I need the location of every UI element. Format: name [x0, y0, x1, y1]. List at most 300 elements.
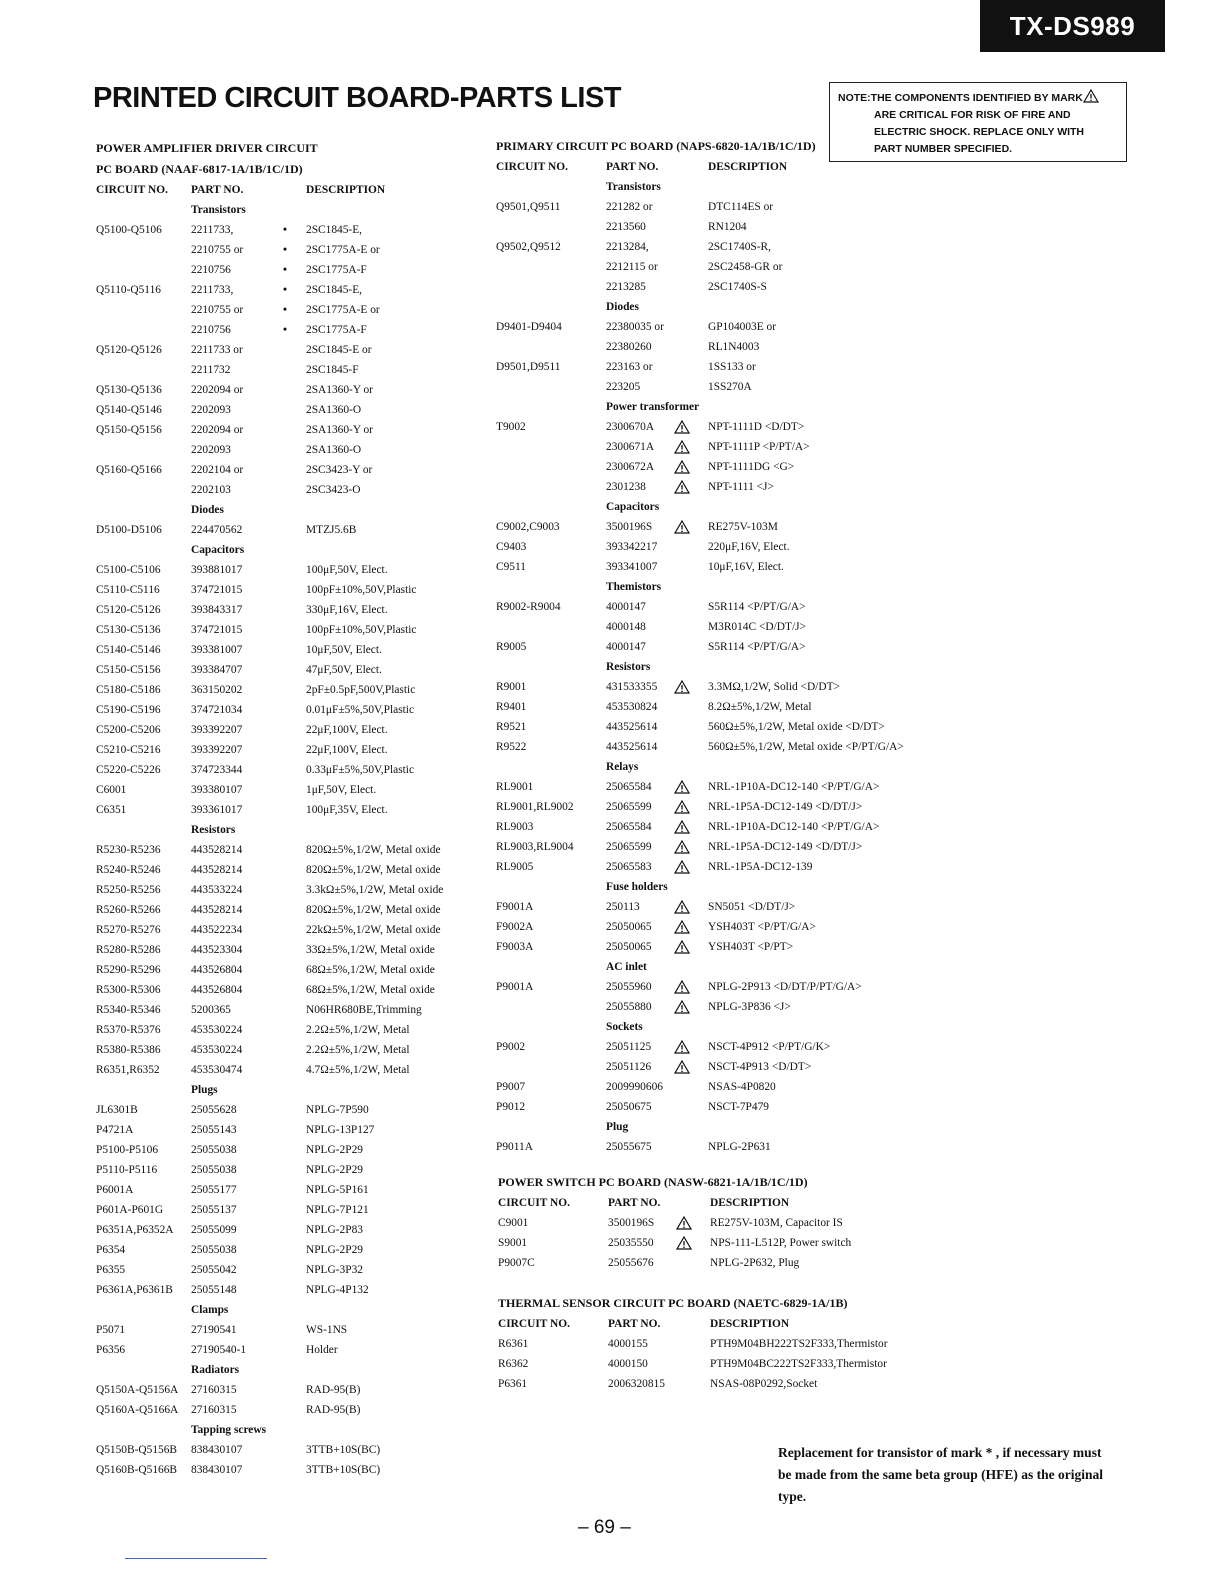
circuit-no: R6362	[498, 1358, 529, 1370]
table-row	[96, 520, 486, 540]
description: NPLG-3P32	[306, 1264, 363, 1276]
description: RE275V-103M, Capacitor IS	[710, 1217, 843, 1229]
description: NRL-1P5A-DC12-139	[708, 861, 813, 873]
circuit-no: R9005	[496, 641, 527, 653]
header-part-no: PART NO.	[606, 161, 659, 173]
circuit-no: C9002,C9003	[496, 521, 560, 533]
description: WS-1NS	[306, 1324, 348, 1336]
table-row	[496, 797, 936, 817]
circuit-no: P6354	[96, 1244, 126, 1256]
part-no: 443522234	[191, 924, 243, 936]
circuit-no: R9401	[496, 701, 527, 713]
table-row	[496, 457, 936, 477]
group-heading-row	[96, 1080, 486, 1100]
table-row	[96, 980, 486, 1000]
page-title: PRINTED CIRCUIT BOARD-PARTS LIST	[93, 82, 622, 114]
circuit-no: S9001	[498, 1237, 528, 1249]
part-no: 443528214	[191, 844, 243, 856]
description: Holder	[306, 1344, 338, 1356]
part-no: 393392207	[191, 724, 243, 736]
description: NPLG-2P29	[306, 1164, 363, 1176]
part-no: 393392207	[191, 744, 243, 756]
part-no: 25065599	[606, 841, 652, 853]
description: 100μF,35V, Elect.	[306, 804, 388, 816]
table-row	[96, 960, 486, 980]
table-row	[496, 1057, 936, 1077]
part-no: 393384707	[191, 664, 243, 676]
header-description: DESCRIPTION	[306, 184, 386, 196]
circuit-no: P6356	[96, 1344, 126, 1356]
part-no: 25055038	[191, 1244, 237, 1256]
part-no: 25055177	[191, 1184, 237, 1196]
part-no: 453530224	[191, 1024, 243, 1036]
table-row	[96, 920, 486, 940]
table-row	[96, 660, 486, 680]
header-description: DESCRIPTION	[710, 1318, 790, 1330]
part-no: 4000150	[608, 1358, 648, 1370]
description: 22kΩ±5%,1/2W, Metal oxide	[306, 924, 441, 936]
description: M3R014C <D/DT/J>	[708, 621, 806, 633]
circuit-no: R5270-R5276	[96, 924, 161, 936]
description: 3.3kΩ±5%,1/2W, Metal oxide	[306, 884, 444, 896]
table-row	[96, 940, 486, 960]
circuit-no: Q5100-Q5106	[96, 224, 162, 236]
description: NPLG-3P836 <J>	[708, 1001, 791, 1013]
description: NPT-1111P <P/PT/A>	[708, 441, 810, 453]
table-row	[496, 217, 936, 237]
table-row	[96, 1120, 486, 1140]
warning-triangle-icon	[674, 480, 690, 494]
part-no: 2213284,	[606, 241, 649, 253]
description: NPLG-2P83	[306, 1224, 363, 1236]
description: NSAS-08P0292,Socket	[710, 1378, 818, 1390]
table-row	[96, 1180, 486, 1200]
circuit-no: P5071	[96, 1324, 126, 1336]
part-no: 250113	[606, 901, 640, 913]
description: NPLG-2P913 <D/DT/P/PT/G/A>	[708, 981, 862, 993]
warning-triangle-icon	[674, 1000, 690, 1014]
group-heading-row	[496, 1017, 936, 1037]
table-row	[496, 637, 936, 657]
part-no: 453530474	[191, 1064, 243, 1076]
part-no: 2301238	[606, 481, 646, 493]
table-row	[496, 857, 936, 877]
circuit-no: P601A-P601G	[96, 1204, 164, 1216]
part-no: 5200365	[191, 1004, 231, 1016]
description: 2SA1360-O	[306, 404, 362, 416]
part-no: 2202093	[191, 444, 231, 456]
description: 560Ω±5%,1/2W, Metal oxide <P/PT/G/A>	[708, 741, 904, 753]
part-no: 431533355	[606, 681, 658, 693]
header-part-no: PART NO.	[191, 184, 244, 196]
description: 8.2Ω±5%,1/2W, Metal	[708, 701, 812, 713]
part-no: 2210756	[191, 264, 231, 276]
circuit-no: P6001A	[96, 1184, 134, 1196]
description: YSH403T <P/PT/G/A>	[708, 921, 816, 933]
circuit-no: P6361	[498, 1378, 528, 1390]
part-no: 2300672A	[606, 461, 655, 473]
table-row	[96, 260, 486, 280]
part-no: 443526804	[191, 964, 243, 976]
part-no: 224470562	[191, 524, 243, 536]
circuit-no: C6001	[96, 784, 127, 796]
description: NRL-1P5A-DC12-149 <D/DT/J>	[708, 801, 863, 813]
circuit-no: Q5120-Q5126	[96, 344, 162, 356]
description: 2SA1360-Y or	[306, 384, 373, 396]
description: SN5051 <D/DT/J>	[708, 901, 796, 913]
part-no: 25035550	[608, 1237, 654, 1249]
table-row	[96, 860, 486, 880]
table-row	[96, 760, 486, 780]
description: NPT-1111D <D/DT>	[708, 421, 805, 433]
table-row	[496, 937, 936, 957]
description: RAD-95(B)	[306, 1404, 361, 1416]
circuit-no: C5140-C5146	[96, 644, 161, 656]
part-no: 2300671A	[606, 441, 655, 453]
table-row	[496, 257, 936, 277]
group-heading-row	[96, 500, 486, 520]
group-heading: Resistors	[191, 824, 236, 836]
description: NSCT-7P479	[708, 1101, 769, 1113]
warning-triangle-icon	[1083, 89, 1099, 103]
description: 2pF±0.5pF,500V,Plastic	[306, 684, 416, 696]
description: 100μF,50V, Elect.	[306, 564, 388, 576]
part-no: 2202094 or	[191, 384, 244, 396]
description: 1μF,50V, Elect.	[306, 784, 377, 796]
part-no: 22380035 or	[606, 321, 664, 333]
group-heading-row	[496, 757, 936, 777]
table-row	[496, 237, 936, 257]
description: 10μF,16V, Elect.	[708, 561, 784, 573]
footnote: Replacement for transistor of mark * , if necessary must be made from the same beta group (HFE) as the original type.	[778, 1445, 1103, 1504]
warning-triangle-icon	[674, 900, 690, 914]
table-row	[496, 557, 936, 577]
description: NPLG-2P29	[306, 1244, 363, 1256]
description: NPLG-7P121	[306, 1204, 369, 1216]
part-no: 27190540-1	[191, 1344, 247, 1356]
circuit-no: C5120-C5126	[96, 604, 161, 616]
primary-board-section	[496, 136, 936, 1157]
section-title: POWER SWITCH PC BOARD (NASW-6821-1A/1B/1C/1D)	[498, 1175, 808, 1189]
circuit-no: R5340-R5346	[96, 1004, 161, 1016]
circuit-no: Q5140-Q5146	[96, 404, 162, 416]
warning-triangle-icon	[674, 860, 690, 874]
description: YSH403T <P/PT>	[708, 941, 794, 953]
group-heading: Radiators	[191, 1364, 240, 1376]
description: NPLG-2P632, Plug	[710, 1257, 800, 1269]
note-line-1: NOTE:THE COMPONENTS IDENTIFIED BY MARK	[838, 92, 1083, 104]
group-heading: Themistors	[606, 581, 662, 593]
group-heading-row	[96, 200, 486, 220]
table-row	[496, 817, 936, 837]
part-no: 443528214	[191, 904, 243, 916]
circuit-no: Q9502,Q9512	[496, 241, 561, 253]
group-heading: Capacitors	[606, 501, 660, 513]
part-no: 2202103	[191, 484, 231, 496]
table-row	[96, 1400, 486, 1420]
circuit-no: R5280-R5286	[96, 944, 161, 956]
circuit-no: P5100-P5106	[96, 1144, 159, 1156]
column-header-row	[498, 1193, 938, 1213]
description: NPLG-13P127	[306, 1124, 375, 1136]
circuit-no: R9002-R9004	[496, 601, 561, 613]
circuit-no: P6355	[96, 1264, 126, 1276]
description: 68Ω±5%,1/2W, Metal oxide	[306, 984, 435, 996]
table-row	[96, 1440, 486, 1460]
warning-triangle-icon	[674, 780, 690, 794]
circuit-no: P9007	[496, 1081, 526, 1093]
table-row	[96, 600, 486, 620]
description: 2SC1845-E,	[306, 224, 363, 236]
column-header-row	[496, 157, 936, 177]
part-no: 374721015	[191, 584, 243, 596]
circuit-no: Q5150B-Q5156B	[96, 1444, 178, 1456]
description: 2SC1845-E,	[306, 284, 363, 296]
description: S5R114 <P/PT/G/A>	[708, 641, 806, 653]
group-heading-row	[496, 577, 936, 597]
description: 560Ω±5%,1/2W, Metal oxide <D/DT>	[708, 721, 885, 733]
part-no: 363150202	[191, 684, 243, 696]
part-no: 25051125	[606, 1041, 652, 1053]
group-heading-row	[96, 540, 486, 560]
part-no: 27160315	[191, 1404, 237, 1416]
table-row	[96, 460, 486, 480]
part-no: 25055148	[191, 1284, 237, 1296]
description: 4.7Ω±5%,1/2W, Metal	[306, 1064, 410, 1076]
part-no: 393361017	[191, 804, 243, 816]
description: PTH9M04BC222TS2F333,Thermistor	[710, 1358, 887, 1370]
part-no: 2300670A	[606, 421, 655, 433]
group-heading: Transistors	[606, 181, 661, 193]
part-no: 25065584	[606, 781, 652, 793]
table-row	[496, 517, 936, 537]
circuit-no: C9511	[496, 561, 526, 573]
description: NPLG-2P29	[306, 1144, 363, 1156]
beta-group-mark: •	[283, 264, 287, 276]
description: 2SC1775A-E or	[306, 304, 380, 316]
circuit-no: R5370-R5376	[96, 1024, 161, 1036]
group-heading-row	[496, 1117, 936, 1137]
header-description: DESCRIPTION	[710, 1197, 790, 1209]
part-no: 25050065	[606, 921, 652, 933]
part-no: 374721015	[191, 624, 243, 636]
table-row	[96, 280, 486, 300]
description: 2SC1845-E or	[306, 344, 372, 356]
part-no: 2202093	[191, 404, 231, 416]
circuit-no: C5110-C5116	[96, 584, 160, 596]
circuit-no: C5190-C5196	[96, 704, 161, 716]
circuit-no: C5180-C5186	[96, 684, 161, 696]
circuit-no: R6351,R6352	[96, 1064, 160, 1076]
part-no: 25055960	[606, 981, 652, 993]
part-no: 2212115 or	[606, 261, 658, 273]
beta-group-mark: •	[283, 224, 287, 236]
table-row	[496, 997, 936, 1017]
circuit-no: Q5160A-Q5166A	[96, 1404, 179, 1416]
description: NSAS-4P0820	[708, 1081, 776, 1093]
description: NSCT-4P913 <D/DT>	[708, 1061, 812, 1073]
table-row	[496, 737, 936, 757]
group-heading: AC inlet	[606, 961, 647, 973]
description: NPLG-5P161	[306, 1184, 369, 1196]
table-row	[96, 1460, 486, 1480]
table-row	[96, 840, 486, 860]
part-no: 393881017	[191, 564, 243, 576]
warning-triangle-icon	[674, 1040, 690, 1054]
description: RN1204	[708, 221, 747, 233]
description: RL1N4003	[708, 341, 760, 353]
warning-triangle-icon	[674, 840, 690, 854]
description: 68Ω±5%,1/2W, Metal oxide	[306, 964, 435, 976]
table-row	[496, 357, 936, 377]
table-row	[96, 360, 486, 380]
table-row	[96, 640, 486, 660]
header-circuit-no: CIRCUIT NO.	[498, 1197, 570, 1209]
description: 2SC3423-Y or	[306, 464, 373, 476]
circuit-no: Q5160-Q5166	[96, 464, 162, 476]
circuit-no: C5220-C5226	[96, 764, 161, 776]
table-row	[496, 717, 936, 737]
circuit-no: RL9003	[496, 821, 534, 833]
circuit-no: T9002	[496, 421, 526, 433]
warning-triangle-icon	[674, 680, 690, 694]
warning-triangle-icon	[674, 460, 690, 474]
circuit-no: RL9001	[496, 781, 534, 793]
description: 47μF,50V, Elect.	[306, 664, 382, 676]
part-no: 374721034	[191, 704, 243, 716]
description: NRL-1P5A-DC12-149 <D/DT/J>	[708, 841, 863, 853]
circuit-no: Q5160B-Q5166B	[96, 1464, 178, 1476]
group-heading: Relays	[606, 761, 639, 773]
circuit-no: P4721A	[96, 1124, 134, 1136]
header-circuit-no: CIRCUIT NO.	[496, 161, 568, 173]
circuit-no: R5230-R5236	[96, 844, 161, 856]
part-no: 393381007	[191, 644, 243, 656]
part-no: 393380107	[191, 784, 243, 796]
group-heading: Tapping screws	[191, 1424, 267, 1436]
description: NPT-1111 <J>	[708, 481, 774, 493]
part-no: 3500196S	[608, 1217, 655, 1229]
table-row	[496, 277, 936, 297]
table-row	[96, 400, 486, 420]
warning-triangle-icon	[674, 820, 690, 834]
table-row	[498, 1334, 938, 1354]
circuit-no: C5210-C5216	[96, 744, 161, 756]
model-tab: TX-DS989	[980, 0, 1165, 52]
section-title: THERMAL SENSOR CIRCUIT PC BOARD (NAETC-6829-1A/1B)	[498, 1296, 848, 1310]
table-row	[96, 560, 486, 580]
group-heading-row	[496, 177, 936, 197]
circuit-no: R6361	[498, 1338, 529, 1350]
warning-triangle-icon	[674, 1060, 690, 1074]
description: NPLG-7P590	[306, 1104, 369, 1116]
description: NSCT-4P912 <P/PT/G/K>	[708, 1041, 831, 1053]
part-no: 25055038	[191, 1144, 237, 1156]
description: 2SA1360-O	[306, 444, 362, 456]
driver-board-section	[96, 138, 486, 1480]
part-no: 2211732	[191, 364, 231, 376]
description: 0.01μF±5%,50V,Plastic	[306, 704, 415, 716]
parts-list	[498, 1213, 938, 1273]
part-no: 4000148	[606, 621, 646, 633]
part-no: 25055099	[191, 1224, 237, 1236]
table-row	[96, 1240, 486, 1260]
group-heading: Diodes	[191, 504, 224, 516]
description: NPT-1111DG <G>	[708, 461, 795, 473]
circuit-no: R5300-R5306	[96, 984, 161, 996]
table-row	[96, 420, 486, 440]
warning-triangle-icon	[676, 1236, 692, 1250]
part-no: 22380260	[606, 341, 652, 353]
description: 2SC1775A-F	[306, 264, 367, 276]
part-no: 223163 or	[606, 361, 653, 373]
description: 3TTB+10S(BC)	[306, 1464, 381, 1476]
table-row	[96, 1280, 486, 1300]
part-no: 27160315	[191, 1384, 237, 1396]
circuit-no: C5130-C5136	[96, 624, 161, 636]
description: PTH9M04BH222TS2F333,Thermistor	[710, 1338, 888, 1350]
description: 820Ω±5%,1/2W, Metal oxide	[306, 904, 441, 916]
description: 2.2Ω±5%,1/2W, Metal	[306, 1044, 410, 1056]
circuit-no: D5100-D5106	[96, 524, 162, 536]
parts-list	[96, 200, 486, 1480]
part-no: 4000155	[608, 1338, 648, 1350]
beta-group-mark: •	[283, 304, 287, 316]
table-row	[496, 837, 936, 857]
description: 2SC1845-F	[306, 364, 359, 376]
table-row	[498, 1213, 938, 1233]
part-no: 374723344	[191, 764, 243, 776]
circuit-no: Q5110-Q5116	[96, 284, 161, 296]
part-no: 3500196S	[606, 521, 653, 533]
group-heading-row	[96, 1420, 486, 1440]
circuit-no: C9403	[496, 541, 527, 553]
header-description: DESCRIPTION	[708, 161, 788, 173]
part-no: 453530224	[191, 1044, 243, 1056]
description: NPLG-4P132	[306, 1284, 369, 1296]
part-no: 443526804	[191, 984, 243, 996]
description: NRL-1P10A-DC12-140 <P/PT/G/A>	[708, 821, 880, 833]
column-header-row	[498, 1314, 938, 1334]
circuit-no: R5290-R5296	[96, 964, 161, 976]
circuit-no: RL9005	[496, 861, 534, 873]
part-no: 2210756	[191, 324, 231, 336]
description: 2SC2458-GR or	[708, 261, 783, 273]
table-row	[496, 1137, 936, 1157]
circuit-no: P9011A	[496, 1141, 533, 1153]
warning-triangle-icon	[674, 980, 690, 994]
warning-triangle-icon	[674, 520, 690, 534]
description: 2SC1740S-R,	[708, 241, 771, 253]
part-no: 2213285	[606, 281, 646, 293]
table-row	[496, 1037, 936, 1057]
description: 22μF,100V, Elect.	[306, 724, 388, 736]
warning-triangle-icon	[674, 940, 690, 954]
table-row	[496, 477, 936, 497]
table-row	[96, 300, 486, 320]
table-row	[496, 317, 936, 337]
table-row	[96, 1220, 486, 1240]
part-no: 443528214	[191, 864, 243, 876]
description: DTC114ES or	[708, 201, 774, 213]
description: 2SC1775A-F	[306, 324, 367, 336]
table-row	[96, 780, 486, 800]
header-part-no: PART NO.	[608, 1197, 661, 1209]
description: 100pF±10%,50V,Plastic	[306, 584, 417, 596]
table-row	[496, 897, 936, 917]
part-no: 25055628	[191, 1104, 237, 1116]
description: RE275V-103M	[708, 521, 778, 533]
